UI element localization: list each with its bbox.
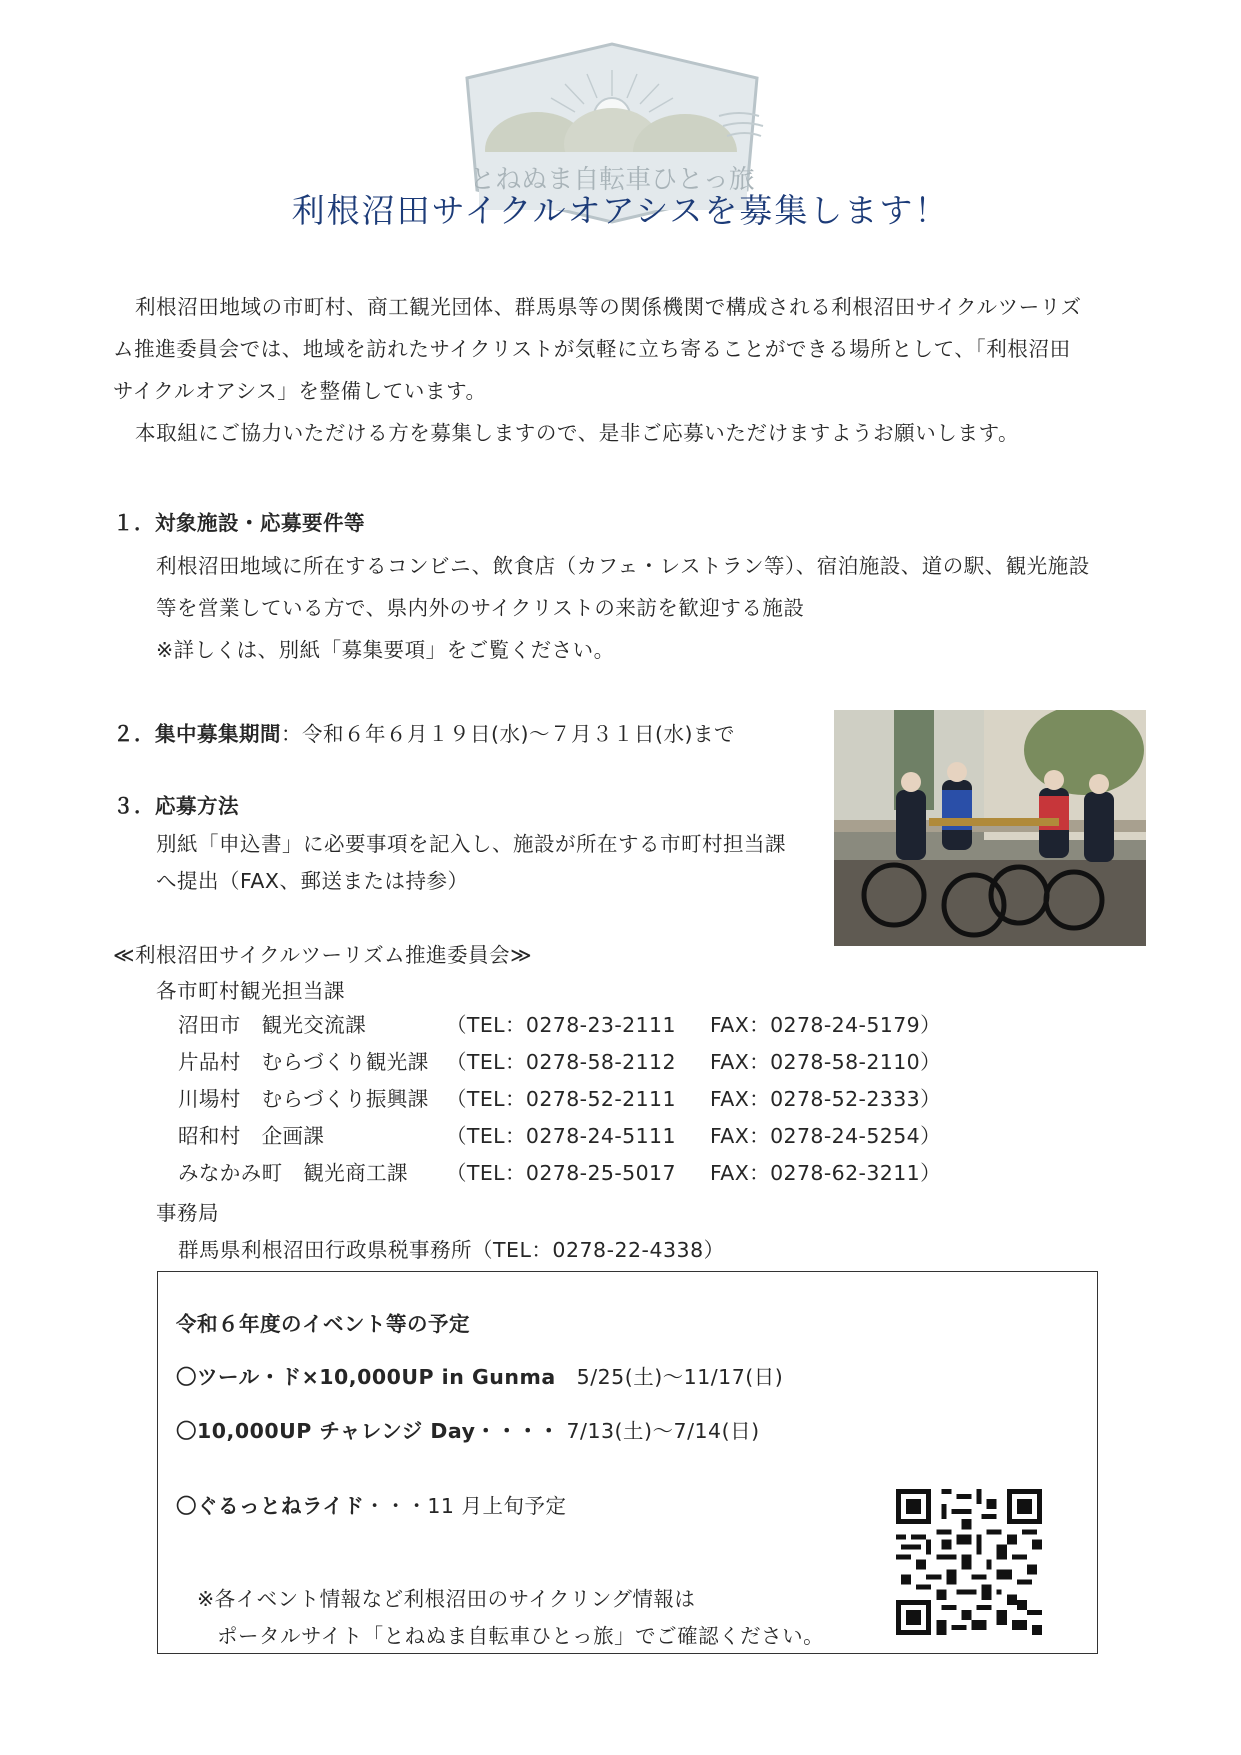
- event-date: ・・・11 月上旬予定: [364, 1494, 567, 1518]
- section2-heading: ２．集中募集期間: [113, 722, 281, 746]
- section1-text: 等を営業している方で、県内外のサイクリストの来訪を歓迎する施設: [156, 596, 805, 620]
- contact-tel: （TEL：0278-25-5017: [446, 1161, 676, 1185]
- section3-text: 別紙「申込書」に必要事項を記入し、施設が所在する市町村担当課: [156, 832, 786, 856]
- contact-tel: （TEL：0278-52-2111: [446, 1087, 676, 1111]
- intro-line: 利根沼田地域の市町村、商工観光団体、群馬県等の関係機関で構成される利根沼田サイクルツーリズ: [135, 295, 1082, 319]
- cyclists-photo: [834, 710, 1146, 946]
- page-title: 利根沼田サイクルオアシスを募集します！: [291, 191, 950, 230]
- contact-tel: （TEL：0278-24-5111: [446, 1124, 676, 1148]
- section1-heading: １．対象施設・応募要件等: [113, 511, 365, 535]
- contact-tel: （TEL：0278-58-2112: [446, 1050, 676, 1074]
- contact-city: 沼田市 観光交流課: [178, 1013, 367, 1037]
- events-note: ※各イベント情報など利根沼田のサイクリング情報は: [197, 1587, 696, 1611]
- office-contact: 群馬県利根沼田行政県税事務所（TEL：0278-22-4338）: [178, 1238, 725, 1262]
- contact-fax: FAX：0278-52-2333）: [710, 1087, 941, 1111]
- intro-line: サイクルオアシス」を整備しています。: [113, 379, 487, 403]
- contact-fax: FAX：0278-24-5179）: [710, 1013, 941, 1037]
- contact-city: 昭和村 企画課: [178, 1124, 325, 1148]
- event-item: [176, 1414, 760, 1444]
- section3-heading: ３．応募方法: [113, 794, 239, 818]
- section1-note: ※詳しくは、別紙「募集要項」をご覧ください。: [156, 638, 615, 662]
- event-name: 〇ツール・ド×10,000UP in Gunma: [176, 1365, 556, 1389]
- event-name: 〇ぐるっとねライド: [176, 1494, 365, 1518]
- section2-line: [113, 717, 735, 747]
- intro-paragraph: [113, 286, 1133, 454]
- event-item: [176, 1360, 783, 1390]
- intro-line: ム推進委員会では、地域を訪れたサイクリストが気軽に立ち寄ることができる場所として、「利根沼田: [113, 337, 1071, 361]
- contact-city: 川場村 むらづくり振興課: [178, 1087, 429, 1111]
- committee-group: 各市町村観光担当課: [156, 979, 345, 1003]
- contact-fax: FAX：0278-24-5254）: [710, 1124, 941, 1148]
- event-item: [176, 1489, 567, 1519]
- intro-line: 本取組にご協力いただける方を募集しますので、是非ご応募いただけますようお願いします。: [135, 421, 1020, 445]
- contact-fax: FAX：0278-58-2110）: [710, 1050, 941, 1074]
- events-title: 令和６年度のイベント等の予定: [176, 1312, 470, 1336]
- section1-text: 利根沼田地域に所在するコンビニ、飲食店（カフェ・レストラン等）、宿泊施設、道の駅、観光施設: [156, 554, 1090, 578]
- event-name: 〇10,000UP チャレンジ Day・・・・: [176, 1419, 560, 1443]
- events-note: ポータルサイト「とねぬま自転車ひとっ旅」でご確認ください。: [217, 1624, 825, 1648]
- qr-code[interactable]: [896, 1489, 1042, 1635]
- event-date: 5/25(土)〜11/17(日): [555, 1365, 784, 1389]
- committee-title: ≪利根沼田サイクルツーリズム推進委員会≫: [113, 943, 533, 967]
- section3-text: へ提出（FAX、郵送または持参）: [156, 869, 469, 893]
- contact-city: 片品村 むらづくり観光課: [178, 1050, 429, 1074]
- logo-text: とねぬま自転車ひとっ旅: [469, 165, 755, 195]
- section2-value: ：令和６年６月１９日(水)〜７月３１日(水)まで: [281, 722, 735, 746]
- contact-fax: FAX：0278-62-3211）: [710, 1161, 941, 1185]
- contact-tel: （TEL：0278-23-2111: [446, 1013, 676, 1037]
- event-date: 7/13(土)〜7/14(日): [559, 1419, 760, 1443]
- contact-city: みなかみ町 観光商工課: [178, 1161, 408, 1185]
- office-label: 事務局: [156, 1201, 219, 1225]
